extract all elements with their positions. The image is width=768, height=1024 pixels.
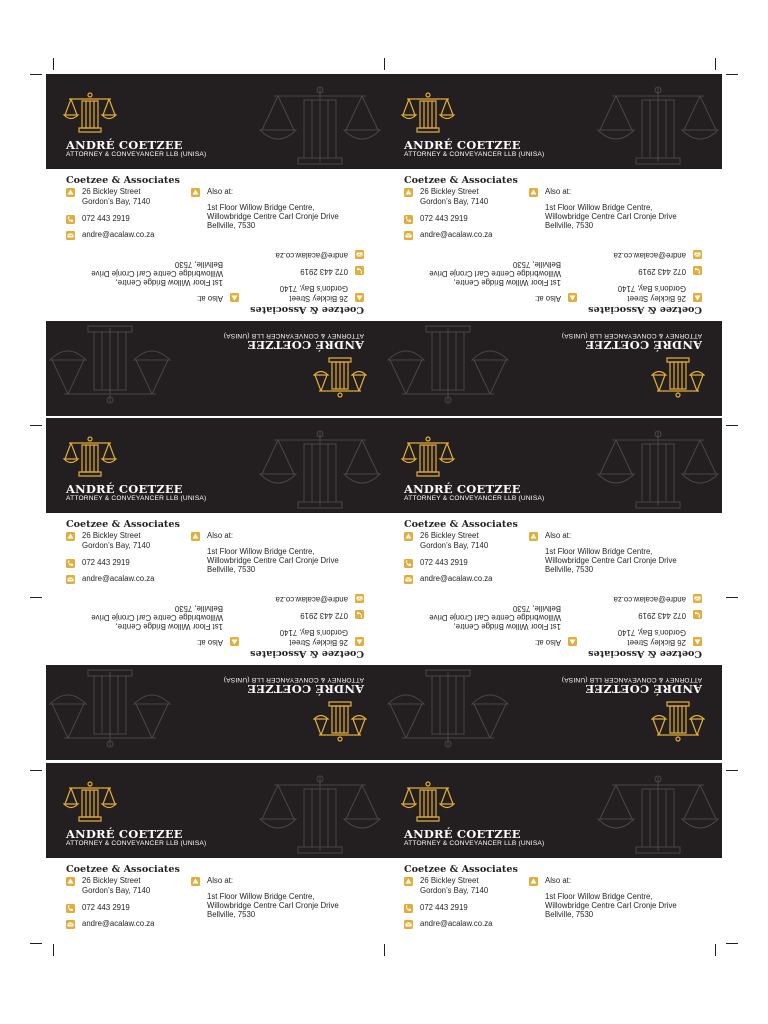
scales-pillar-pattern-icon	[594, 426, 722, 512]
crop-mark	[30, 74, 42, 75]
also-at-line-2: Willowbridge Centre Carl Cronje Drive	[429, 269, 561, 278]
address-line-1: 26 Bickley Street	[289, 294, 348, 303]
also-at-label: Also at:	[534, 294, 561, 303]
firm-name: Coetzee & Associates	[404, 175, 518, 186]
address-line-1: 26 Bickley Street	[82, 531, 141, 540]
email-icon	[693, 594, 702, 603]
scales-of-justice-icon	[313, 354, 367, 398]
person-title: ATTORNEY & CONVEYANCER LLB (UNISA)	[404, 840, 545, 847]
email-address[interactable]: andre@acalaw.co.za	[275, 251, 348, 260]
person-name: ANDRÉ COETZEE	[585, 682, 702, 696]
also-at-line-2: Willowbridge Centre Carl Cronje Drive	[207, 556, 339, 565]
also-at-line-3: Bellville, 7530	[174, 604, 223, 613]
phone-icon	[693, 266, 702, 275]
location-pin-icon	[693, 637, 702, 646]
also-at-line-2: Willowbridge Centre Carl Cronje Drive	[91, 269, 223, 278]
business-card	[384, 418, 722, 589]
person-name: ANDRÉ COETZEE	[585, 338, 702, 352]
address-line-1: 26 Bickley Street	[420, 187, 479, 196]
also-at-label: Also at:	[545, 876, 572, 885]
location-pin-icon	[404, 532, 413, 541]
scales-pillar-pattern-icon	[594, 82, 722, 168]
location-pin-icon	[191, 877, 200, 886]
crop-mark	[53, 944, 54, 956]
firm-name: Coetzee & Associates	[66, 175, 180, 186]
crop-mark	[726, 597, 738, 598]
also-at-line-3: Bellville, 7530	[207, 221, 256, 230]
also-at-line-2: Willowbridge Centre Carl Cronje Drive	[545, 556, 677, 565]
scales-pillar-pattern-icon	[594, 771, 722, 857]
scales-pillar-pattern-icon	[46, 322, 174, 408]
scales-of-justice-icon	[651, 354, 705, 398]
scales-pillar-pattern-icon	[46, 666, 174, 752]
also-at-line-2: Willowbridge Centre Carl Cronje Drive	[207, 212, 339, 221]
phone-number[interactable]: 072 443 2919	[300, 267, 348, 276]
crop-mark	[30, 597, 42, 598]
also-at-line-3: Bellville, 7530	[174, 260, 223, 269]
person-name: ANDRÉ COETZEE	[66, 827, 183, 841]
person-name: ANDRÉ COETZEE	[404, 827, 521, 841]
crop-mark	[384, 58, 385, 70]
crop-mark	[715, 58, 716, 70]
scales-pillar-pattern-icon	[256, 771, 384, 857]
crop-mark	[30, 770, 42, 771]
phone-icon	[404, 559, 413, 568]
crop-mark	[726, 770, 738, 771]
firm-name: Coetzee & Associates	[588, 648, 702, 659]
address-line-1: 26 Bickley Street	[82, 187, 141, 196]
person-title: ATTORNEY & CONVEYANCER LLB (UNISA)	[561, 332, 702, 339]
address-line-1: 26 Bickley Street	[289, 638, 348, 647]
person-title: ATTORNEY & CONVEYANCER LLB (UNISA)	[223, 332, 364, 339]
crop-mark	[53, 58, 54, 70]
firm-name: Coetzee & Associates	[588, 304, 702, 315]
phone-icon	[66, 215, 75, 224]
address-line-2: Gordon’s Bay, 7140	[420, 541, 489, 550]
card-header	[384, 418, 722, 513]
address-line-1: 26 Bickley Street	[420, 531, 479, 540]
firm-name: Coetzee & Associates	[66, 864, 180, 875]
location-pin-icon	[191, 188, 200, 197]
firm-name: Coetzee & Associates	[404, 864, 518, 875]
also-at-line-1: 1st Floor Willow Bridge Centre,	[207, 547, 315, 556]
person-name: ANDRÉ COETZEE	[404, 138, 521, 152]
business-card-flipped	[46, 589, 384, 760]
also-at-line-3: Bellville, 7530	[207, 910, 256, 919]
phone-number[interactable]: 072 443 2919	[420, 903, 468, 912]
firm-name: Coetzee & Associates	[250, 648, 364, 659]
also-at-line-3: Bellville, 7530	[512, 604, 561, 613]
also-at-line-1: 1st Floor Willow Bridge Centre,	[453, 622, 561, 631]
also-at-line-2: Willowbridge Centre Carl Cronje Drive	[545, 212, 677, 221]
also-at-line-2: Willowbridge Centre Carl Cronje Drive	[429, 613, 561, 622]
phone-number[interactable]: 072 443 2919	[638, 611, 686, 620]
phone-number[interactable]: 072 443 2919	[638, 267, 686, 276]
also-at-line-1: 1st Floor Willow Bridge Centre,	[545, 203, 653, 212]
person-name: ANDRÉ COETZEE	[247, 338, 364, 352]
firm-name: Coetzee & Associates	[404, 519, 518, 530]
business-card-flipped	[384, 589, 722, 760]
also-at-label: Also at:	[196, 294, 223, 303]
phone-number[interactable]: 072 443 2919	[420, 558, 468, 567]
crop-mark	[715, 944, 716, 956]
email-address[interactable]: andre@acalaw.co.za	[613, 595, 686, 604]
location-pin-icon	[404, 877, 413, 886]
location-pin-icon	[355, 293, 364, 302]
crop-mark	[726, 425, 738, 426]
phone-icon	[693, 610, 702, 619]
phone-icon	[355, 266, 364, 275]
phone-number[interactable]: 072 443 2919	[82, 903, 130, 912]
scales-of-justice-icon	[313, 698, 367, 742]
crop-mark	[726, 943, 738, 944]
person-title: ATTORNEY & CONVEYANCER LLB (UNISA)	[66, 495, 207, 502]
email-icon	[404, 920, 413, 929]
email-address[interactable]: andre@acalaw.co.za	[420, 574, 493, 583]
card-header	[46, 74, 384, 169]
phone-icon	[404, 215, 413, 224]
phone-icon	[66, 559, 75, 568]
email-icon	[66, 920, 75, 929]
crop-mark	[30, 943, 42, 944]
location-pin-icon	[66, 188, 75, 197]
address-line-2: Gordon’s Bay, 7140	[82, 197, 151, 206]
person-title: ATTORNEY & CONVEYANCER LLB (UNISA)	[66, 840, 207, 847]
email-address[interactable]: andre@acalaw.co.za	[82, 919, 155, 928]
also-at-line-1: 1st Floor Willow Bridge Centre,	[115, 622, 223, 631]
also-at-line-1: 1st Floor Willow Bridge Centre,	[207, 892, 315, 901]
location-pin-icon	[568, 637, 577, 646]
person-name: ANDRÉ COETZEE	[66, 138, 183, 152]
business-card	[384, 763, 722, 934]
also-at-line-1: 1st Floor Willow Bridge Centre,	[453, 278, 561, 287]
address-line-2: Gordon’s Bay, 7140	[279, 628, 348, 637]
email-address[interactable]: andre@acalaw.co.za	[420, 230, 493, 239]
scales-pillar-pattern-icon	[384, 666, 512, 752]
card-header	[384, 665, 722, 760]
scales-of-justice-icon	[401, 436, 455, 480]
address-line-1: 26 Bickley Street	[420, 876, 479, 885]
email-icon	[355, 594, 364, 603]
email-address[interactable]: andre@acalaw.co.za	[613, 251, 686, 260]
email-icon	[355, 250, 364, 259]
person-title: ATTORNEY & CONVEYANCER LLB (UNISA)	[66, 151, 207, 158]
also-at-label: Also at:	[207, 531, 234, 540]
phone-icon	[66, 904, 75, 913]
phone-number[interactable]: 072 443 2919	[420, 214, 468, 223]
address-line-2: Gordon’s Bay, 7140	[617, 284, 686, 293]
location-pin-icon	[529, 188, 538, 197]
location-pin-icon	[355, 637, 364, 646]
phone-number[interactable]: 072 443 2919	[82, 214, 130, 223]
also-at-line-3: Bellville, 7530	[545, 910, 594, 919]
also-at-line-1: 1st Floor Willow Bridge Centre,	[115, 278, 223, 287]
also-at-label: Also at:	[207, 876, 234, 885]
location-pin-icon	[529, 877, 538, 886]
scales-of-justice-icon	[651, 698, 705, 742]
scales-pillar-pattern-icon	[256, 426, 384, 512]
also-at-label: Also at:	[534, 638, 561, 647]
business-card-flipped	[46, 245, 384, 416]
person-title: ATTORNEY & CONVEYANCER LLB (UNISA)	[561, 676, 702, 683]
also-at-line-3: Bellville, 7530	[545, 565, 594, 574]
address-line-2: Gordon’s Bay, 7140	[279, 284, 348, 293]
person-title: ATTORNEY & CONVEYANCER LLB (UNISA)	[404, 151, 545, 158]
location-pin-icon	[529, 532, 538, 541]
address-line-2: Gordon’s Bay, 7140	[617, 628, 686, 637]
also-at-line-3: Bellville, 7530	[545, 221, 594, 230]
location-pin-icon	[66, 877, 75, 886]
address-line-1: 26 Bickley Street	[627, 638, 686, 647]
email-icon	[66, 575, 75, 584]
scales-pillar-pattern-icon	[256, 82, 384, 168]
person-name: ANDRÉ COETZEE	[66, 482, 183, 496]
address-line-2: Gordon’s Bay, 7140	[420, 197, 489, 206]
firm-name: Coetzee & Associates	[66, 519, 180, 530]
person-name: ANDRÉ COETZEE	[404, 482, 521, 496]
address-line-2: Gordon’s Bay, 7140	[420, 886, 489, 895]
business-card	[46, 74, 384, 245]
also-at-line-2: Willowbridge Centre Carl Cronje Drive	[91, 613, 223, 622]
business-card	[384, 74, 722, 245]
scales-of-justice-icon	[63, 436, 117, 480]
address-line-1: 26 Bickley Street	[82, 876, 141, 885]
business-card	[46, 418, 384, 589]
location-pin-icon	[230, 637, 239, 646]
location-pin-icon	[191, 532, 200, 541]
person-name: ANDRÉ COETZEE	[247, 682, 364, 696]
also-at-label: Also at:	[545, 187, 572, 196]
email-address[interactable]: andre@acalaw.co.za	[82, 574, 155, 583]
card-header	[46, 418, 384, 513]
location-pin-icon	[568, 293, 577, 302]
email-icon	[66, 231, 75, 240]
crop-mark	[384, 944, 385, 956]
location-pin-icon	[404, 188, 413, 197]
crop-mark	[726, 74, 738, 75]
also-at-line-1: 1st Floor Willow Bridge Centre,	[207, 203, 315, 212]
address-line-1: 26 Bickley Street	[627, 294, 686, 303]
business-card-flipped	[384, 245, 722, 416]
also-at-label: Also at:	[207, 187, 234, 196]
card-header	[46, 763, 384, 858]
also-at-line-3: Bellville, 7530	[512, 260, 561, 269]
email-address[interactable]: andre@acalaw.co.za	[82, 230, 155, 239]
scales-of-justice-icon	[401, 92, 455, 136]
also-at-label: Also at:	[545, 531, 572, 540]
email-icon	[404, 575, 413, 584]
card-header	[384, 321, 722, 416]
location-pin-icon	[230, 293, 239, 302]
phone-icon	[355, 610, 364, 619]
phone-number[interactable]: 072 443 2919	[82, 558, 130, 567]
also-at-line-2: Willowbridge Centre Carl Cronje Drive	[207, 901, 339, 910]
card-header	[46, 665, 384, 760]
location-pin-icon	[693, 293, 702, 302]
card-header	[384, 763, 722, 858]
person-title: ATTORNEY & CONVEYANCER LLB (UNISA)	[223, 676, 364, 683]
scales-of-justice-icon	[401, 781, 455, 825]
also-at-line-2: Willowbridge Centre Carl Cronje Drive	[545, 901, 677, 910]
email-icon	[693, 250, 702, 259]
also-at-line-1: 1st Floor Willow Bridge Centre,	[545, 892, 653, 901]
email-icon	[404, 231, 413, 240]
phone-number[interactable]: 072 443 2919	[300, 611, 348, 620]
address-line-2: Gordon’s Bay, 7140	[82, 541, 151, 550]
location-pin-icon	[66, 532, 75, 541]
phone-icon	[404, 904, 413, 913]
person-title: ATTORNEY & CONVEYANCER LLB (UNISA)	[404, 495, 545, 502]
card-header	[384, 74, 722, 169]
address-line-2: Gordon’s Bay, 7140	[82, 886, 151, 895]
scales-of-justice-icon	[63, 781, 117, 825]
firm-name: Coetzee & Associates	[250, 304, 364, 315]
business-card	[46, 763, 384, 934]
also-at-line-3: Bellville, 7530	[207, 565, 256, 574]
also-at-label: Also at:	[196, 638, 223, 647]
email-address[interactable]: andre@acalaw.co.za	[420, 919, 493, 928]
email-address[interactable]: andre@acalaw.co.za	[275, 595, 348, 604]
crop-mark	[30, 425, 42, 426]
scales-of-justice-icon	[63, 92, 117, 136]
card-header	[46, 321, 384, 416]
scales-pillar-pattern-icon	[384, 322, 512, 408]
also-at-line-1: 1st Floor Willow Bridge Centre,	[545, 547, 653, 556]
